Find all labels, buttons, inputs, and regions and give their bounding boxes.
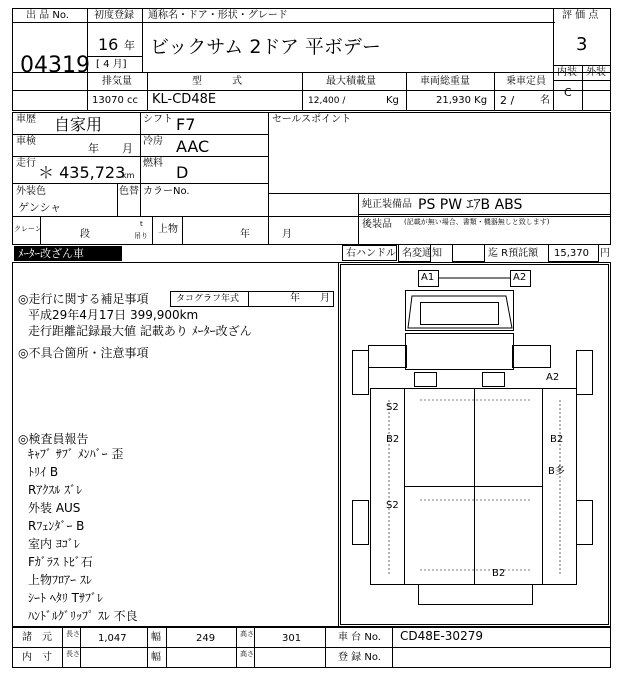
- upper-month: 月: [282, 229, 292, 240]
- tacho-year: 年: [290, 293, 300, 304]
- height-value: 301: [282, 633, 302, 644]
- mileage-unit: km: [122, 171, 135, 180]
- color-code-label: カラーNo.: [143, 186, 190, 197]
- height-label: 高さ: [240, 630, 254, 638]
- capacity-label: 乗車定員: [506, 76, 546, 87]
- name-change-label: 名変通知: [402, 248, 442, 259]
- mark-b2-rear: B2: [492, 568, 506, 579]
- first-reg-label: 初度登録: [94, 10, 134, 21]
- history-label: 車歴: [16, 114, 36, 125]
- inspector-title: ◎検査員報告: [18, 432, 89, 446]
- grade-value: 3: [576, 34, 588, 55]
- defects-title: ◎不具合箇所・注意事項: [18, 346, 149, 360]
- inspection-year: 年: [88, 142, 99, 155]
- list-item: ｷｬﾌﾞ ｻﾌﾞ ﾒﾝﾊﾞｰ 歪: [28, 447, 124, 461]
- truck-diagram: [341, 265, 609, 625]
- model-value: KL-CD48E: [152, 92, 217, 107]
- list-item: Rｱｸｽﾙ ｽﾞﾚ: [28, 483, 83, 497]
- list-item: ﾄﾘｲ B: [28, 465, 59, 479]
- mark-b2-right: B2: [550, 434, 564, 445]
- list-item: 室内 ﾖｺﾞﾚ: [28, 537, 80, 551]
- history-value: 自家用: [54, 115, 103, 134]
- mark-a1: A1: [421, 272, 435, 283]
- color-no-label: 色替: [119, 186, 139, 197]
- crane-label: クレーン: [14, 225, 42, 233]
- aftermarket-note: (記載が無い場合、書類・機器無しと致します): [404, 218, 550, 226]
- mark-b-many: B多: [548, 466, 565, 477]
- list-item: ｼｰﾄ ﾍﾀﾘ Tｻﾌﾞﾚ: [28, 591, 103, 605]
- inspection-month: 月: [122, 142, 133, 155]
- crane-hang: 吊り: [134, 232, 148, 240]
- ac-label: 冷房: [143, 136, 163, 147]
- tampered-badge: ﾒｰﾀｰ改ざん車: [14, 246, 122, 261]
- model-label: 型 式: [192, 76, 242, 87]
- mark-a2-right: A2: [546, 372, 560, 383]
- width-label-inner: 幅: [151, 652, 161, 663]
- mark-s2-lower: S2: [386, 500, 399, 511]
- r-amount: 15,370: [554, 248, 589, 259]
- tacho-month: 月: [320, 293, 330, 304]
- equipment-label: 純正装備品: [362, 199, 412, 210]
- load-label: 最大積載量: [326, 76, 376, 87]
- displacement-value: 13070 cc: [92, 95, 138, 106]
- sales-point-label: セールスポイント: [272, 114, 352, 125]
- interior-value: C: [564, 86, 572, 99]
- shift-value: F7: [176, 115, 196, 134]
- list-item: Rﾌｪﾝﾀﾞｰ B: [28, 519, 85, 533]
- gross-label: 車両総重量: [420, 76, 470, 87]
- fuel-label: 燃料: [143, 158, 163, 169]
- length-label-inner: 長さ: [66, 650, 80, 658]
- aftermarket-label: 後装品: [362, 219, 392, 230]
- width-value: 249: [196, 633, 216, 644]
- color-label: 外装色: [16, 186, 46, 197]
- name-label: 通称名・ドア・形状・グレード: [148, 10, 288, 21]
- r-unit: 円: [600, 248, 610, 259]
- reg-label: 登 録 No.: [338, 652, 381, 663]
- mark-a2-top: A2: [513, 272, 527, 283]
- car-name: ビックサム 2ドア 平ボデー: [150, 36, 381, 58]
- gross-value: 21,930 Kg: [436, 95, 488, 106]
- lot-number: 04319: [20, 53, 90, 78]
- mark-b2-left: B2: [386, 434, 400, 445]
- upper-label: 上物: [158, 224, 178, 235]
- exterior-label: 外装: [586, 67, 606, 78]
- length-value: 1,047: [98, 633, 127, 644]
- tacho-label: タコグラフ年式: [176, 294, 240, 304]
- inspection-label: 車検: [16, 136, 36, 147]
- capacity-value: 2 /: [500, 94, 515, 107]
- year-unit: 年: [124, 39, 135, 52]
- grade-label: 評 価 点: [562, 10, 599, 21]
- chassis-value: CD48E-30279: [400, 629, 483, 643]
- year-value: 16: [98, 35, 119, 54]
- mark-s2-upper: S2: [386, 402, 399, 413]
- inner-label: 内 寸: [22, 652, 52, 663]
- length-label: 長さ: [66, 630, 80, 638]
- upper-year: 年: [240, 229, 250, 240]
- mileage-label: 走行: [16, 158, 36, 169]
- list-item: 外装 AUS: [28, 501, 81, 515]
- interior-label: 内装: [557, 67, 577, 78]
- mileage-notes-title: ◎走行に関する補足事項: [18, 292, 149, 306]
- outer-label: 諸 元: [22, 632, 52, 643]
- displacement-label: 排気量: [102, 76, 132, 87]
- load-value: 12,400 /: [308, 96, 346, 106]
- month-value: [ 4 月]: [96, 59, 127, 70]
- capacity-unit: 名: [540, 95, 550, 106]
- crane-stage: 段: [80, 229, 90, 240]
- equipment-value: PS PW ｴｱB ABS: [418, 197, 523, 213]
- fuel-value: D: [176, 163, 189, 182]
- ac-value: AAC: [176, 137, 210, 156]
- list-item: 上物ﾌﾛｱｰ ｽﾚ: [28, 573, 92, 587]
- height-label-inner: 高さ: [240, 650, 254, 658]
- shift-label: シフト: [143, 114, 173, 125]
- lot-label: 出 品 No.: [26, 10, 69, 21]
- width-label: 幅: [151, 632, 161, 643]
- list-item: ﾊﾝﾄﾞﾙｸﾞﾘｯﾌﾟ ｽﾚ 不良: [28, 609, 138, 623]
- mileage-value: ＊ 435,723: [38, 163, 126, 182]
- chassis-label: 車 台 No.: [338, 632, 381, 643]
- r-deadline-label: 迄 R預託額: [488, 248, 539, 259]
- note-line-1: 平成29年4月17日 399,900km: [28, 308, 199, 322]
- list-item: Fｶﾞﾗｽ ﾄﾋﾞ石: [28, 555, 93, 569]
- right-hand-label: 右ハンドル: [346, 248, 396, 259]
- load-unit: Kg: [386, 95, 399, 106]
- crane-t: t: [140, 220, 143, 228]
- color-value: ゲンシャ: [18, 201, 62, 214]
- note-line-2: 走行距離記録最大値 記載あり ﾒｰﾀｰ改ざん: [28, 324, 252, 338]
